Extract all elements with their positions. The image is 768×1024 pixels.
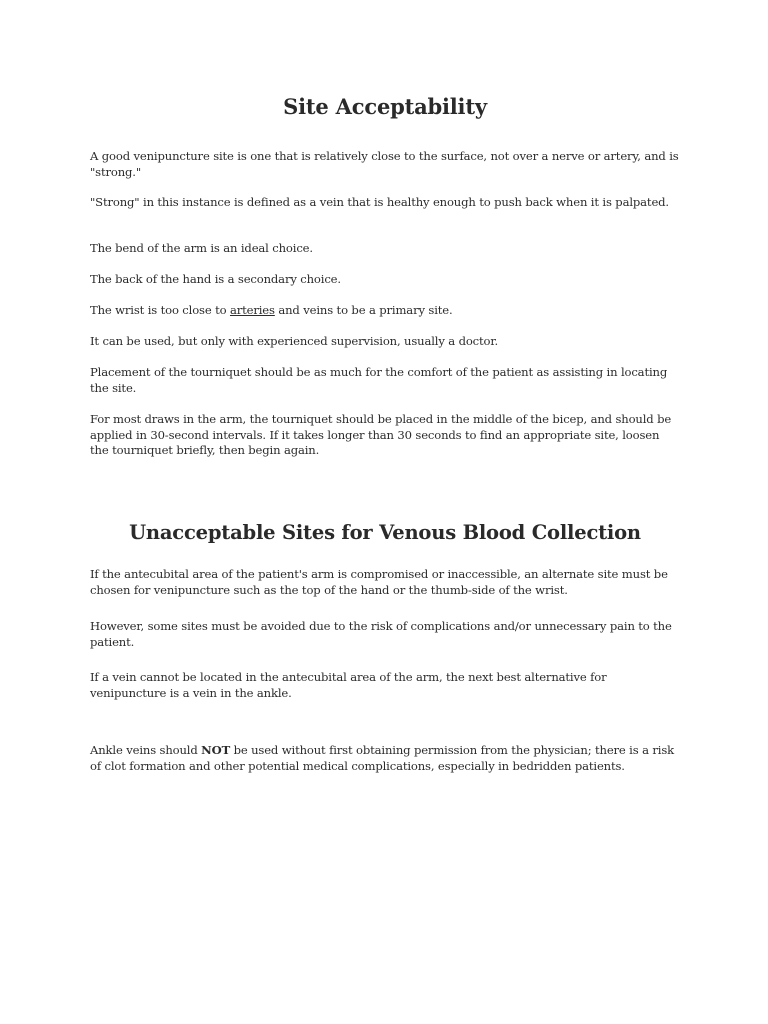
- ankle-text-after: be used without first obtaining permission from the physician; there is a risk of clot formation and other potential medical complications, especially in bedridden patients.: [90, 743, 674, 773]
- wrist-text-before: The wrist is too close to: [90, 303, 230, 317]
- arteries-link[interactable]: arteries: [229, 303, 275, 317]
- paragraph-ankle-veins-warning: [90, 743, 680, 774]
- paragraph-tourniquet-arm: For most draws in the arm, the tourniquet should be placed in the middle of the bicep, and should be applied in 30-second intervals. If it takes longer than 30 seconds to find an appropriate site, loosen the tourniquet briefly, then begin again.: [90, 412, 672, 457]
- wrist-text-after: and veins to be a primary site.: [274, 303, 453, 317]
- paragraph-bend-of-arm: The bend of the arm is an ideal choice.: [90, 241, 313, 255]
- paragraph-tourniquet-placement: Placement of the tourniquet should be as much for the comfort of the patient as assisting in locating the site.: [90, 365, 668, 395]
- paragraph-back-of-hand: The back of the hand is a secondary choice.: [90, 272, 341, 286]
- paragraph-ankle-alternative: If a vein cannot be located in the antecubital area of the arm, the next best alternative for venipuncture is a vein in the ankle.: [90, 670, 607, 700]
- paragraph-wrist: [90, 303, 680, 319]
- section-title-site-acceptability: Site Acceptability: [283, 94, 487, 119]
- paragraph-antecubital-compromised: If the antecubital area of the patient's arm is compromised or inaccessible, an alternate site must be chosen for venipuncture such as the top of the hand or the thumb-side of the wrist.: [90, 567, 668, 597]
- paragraph-strong-definition: "Strong" in this instance is defined as a vein that is healthy enough to push back when it is palpated.: [90, 195, 669, 209]
- paragraph-sites-avoided: However, some sites must be avoided due to the risk of complications and/or unnecessary pain to the patient.: [90, 619, 672, 649]
- paragraph-supervision: It can be used, but only with experienced supervision, usually a doctor.: [90, 334, 499, 348]
- paragraph-good-site: A good venipuncture site is one that is relatively close to the surface, not over a nerve or artery, and is "strong.": [90, 149, 679, 179]
- section-title-unacceptable-sites: Unacceptable Sites for Venous Blood Collection: [129, 521, 641, 544]
- ankle-text-before: Ankle veins should: [90, 743, 202, 757]
- not-emphasis: NOT: [201, 743, 231, 757]
